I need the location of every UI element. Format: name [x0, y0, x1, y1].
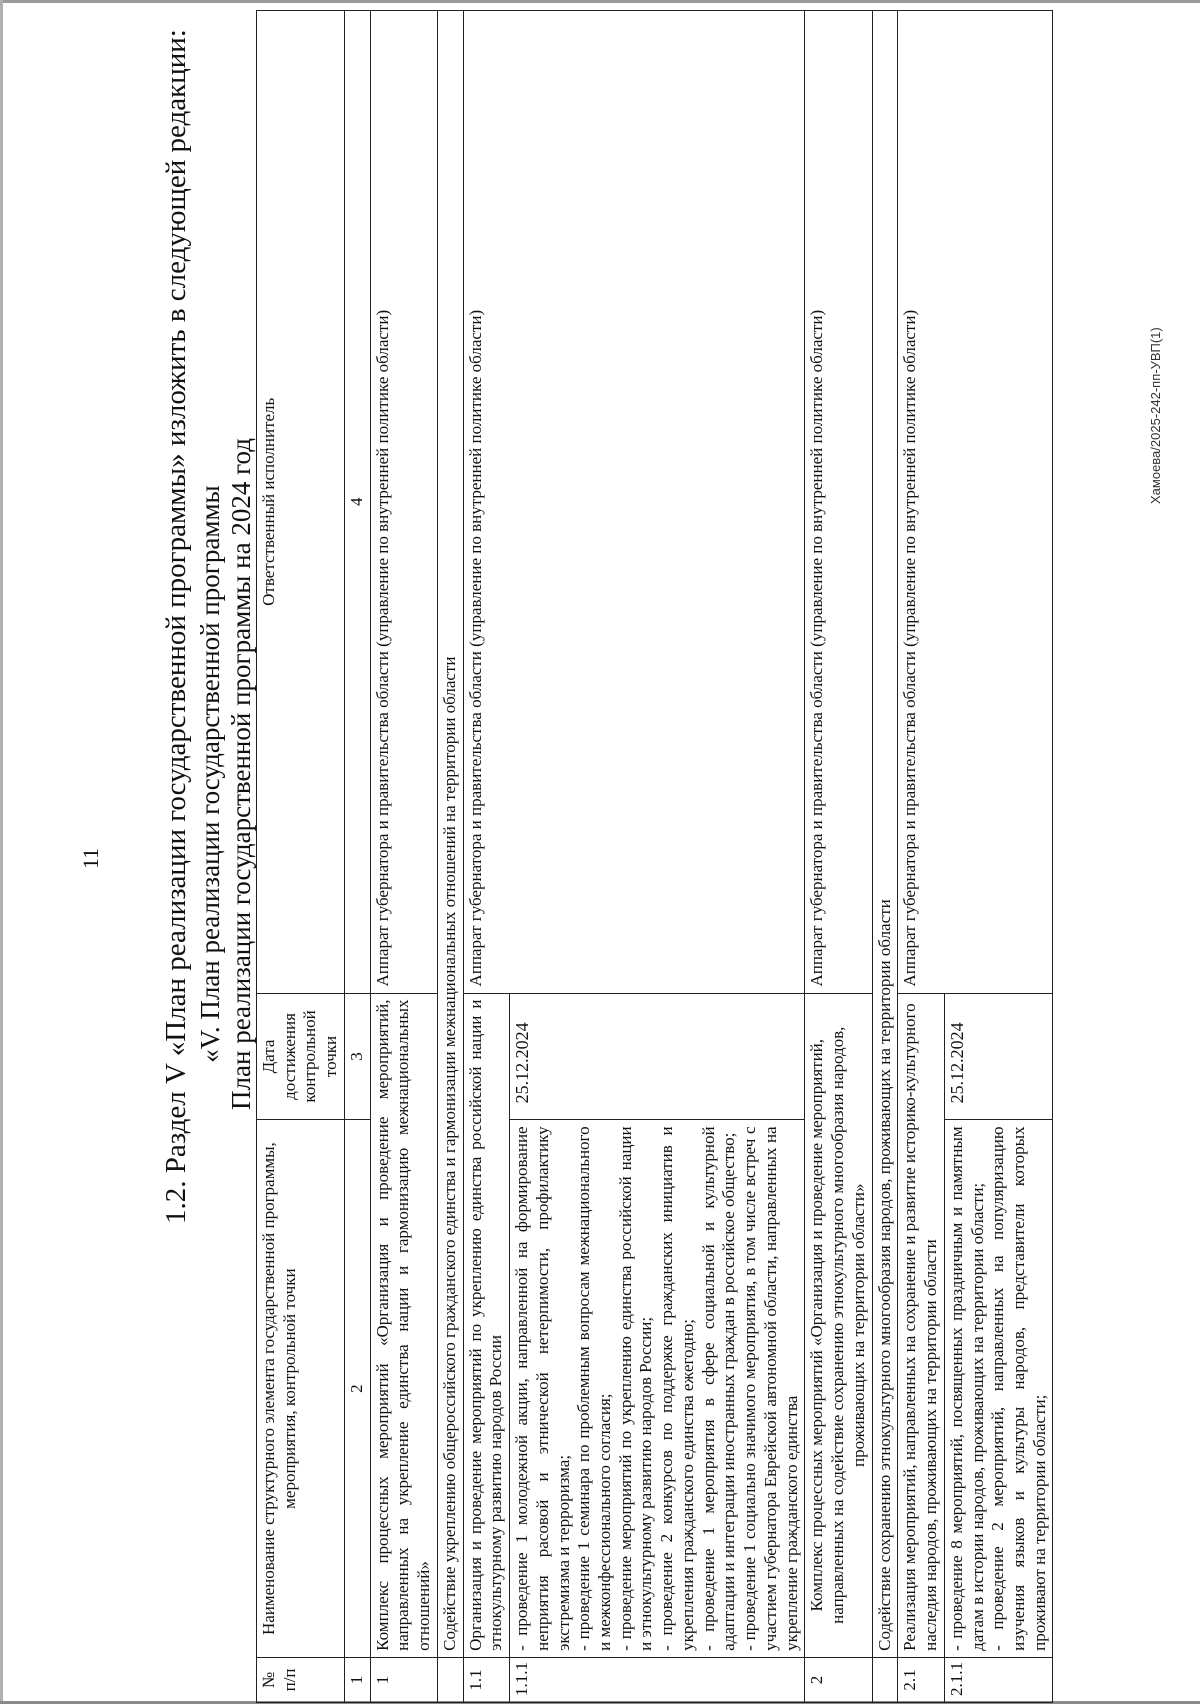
row-responsible: Аппарат губернатора и правительства области (управление по внутренней политике области)	[463, 11, 805, 994]
header-date: Дата достижения контрольной точки	[257, 993, 345, 1120]
col-number-4: 4	[344, 11, 370, 994]
list-item: - проведение 2 мероприятий, направленных на популяризацию изучения языков и культуры народов, представители которых проживают на территории области;	[988, 1126, 1049, 1651]
amendment-heading: 1.2. Раздел V «План реализации государственной программы» изложить в следующей редакции:	[160, 29, 192, 1224]
col-number-2: 2	[344, 1120, 370, 1657]
row-name: Организация и проведение мероприятий по укреплению единства российской нации и этнокультурному развитию народов России	[463, 993, 509, 1657]
plan-table	[256, 10, 1053, 1703]
list-item: - проведение 1 социально значимого мероприятия, в том числе встреч с участием губернатора Еврейской автономной области, направленных на укрепление гражданского единства	[740, 1126, 801, 1651]
row-num-empty	[872, 1657, 898, 1702]
table-row	[463, 11, 509, 1703]
header-num: № п/п	[257, 1657, 345, 1702]
col-number-3: 3	[344, 993, 370, 1120]
row-num: 2.1.1	[944, 1657, 1053, 1702]
list-item: - проведение 1 семинара по проблемным вопросам межнационального и межконфессионального согласия;	[574, 1126, 615, 1651]
row-responsible: Аппарат губернатора и правительства области (управление по внутренней политике области)	[805, 11, 872, 994]
plan-title: План реализации государственной программы на 2024 год	[226, 438, 256, 1110]
column-number-row	[344, 11, 370, 1703]
table-row	[872, 11, 898, 1703]
document-code: Хамоева/2025-242-пп-УВП(1)	[1148, 327, 1163, 504]
section-title: «V. План реализации государственной программы	[195, 485, 225, 1063]
task-row: Содействие сохранению этнокультурного многообразия народов, проживающих на территории области	[872, 11, 898, 1658]
row-num: 1.1.1	[510, 1657, 805, 1702]
row-num: 1.1	[463, 1657, 509, 1702]
row-date: 25.12.2024	[944, 993, 1053, 1120]
table-header-row	[257, 11, 345, 1703]
col-number-1: 1	[344, 1657, 370, 1702]
table-row	[898, 11, 944, 1703]
row-items	[510, 1120, 805, 1657]
page-number: 11	[78, 847, 103, 869]
header-responsible: Ответственный исполнитель	[257, 11, 345, 994]
row-date: 25.12.2024	[510, 993, 805, 1120]
row-responsible: Аппарат губернатора и правительства области (управление по внутренней политике области)	[898, 11, 1053, 994]
row-name: Реализация мероприятий, направленных на сохранение и развитие историко-культурного наследия народов, проживающих на территории области	[898, 993, 944, 1657]
table-row	[805, 11, 872, 1703]
row-num: 2.1	[898, 1657, 944, 1702]
row-items	[944, 1120, 1053, 1657]
list-item: - проведение 1 мероприятия в сфере социальной и культурной адаптации и интеграции иностранных граждан в российское общество;	[698, 1126, 739, 1651]
list-item: - проведение 1 молодежной акции, направленной на формирование неприятия расовой и этнической нетерпимости, профилактику экстремизма и терроризма;	[512, 1126, 573, 1651]
row-num-empty	[437, 1657, 463, 1702]
row-name: Комплекс процессных мероприятий «Организация и проведение мероприятий, направленных на укрепление единства нации и гармонизацию межнациональных отношений»	[370, 993, 437, 1657]
table-row	[437, 11, 463, 1703]
list-item: - проведение мероприятий по укреплению единства российской нации и этнокультурному развитию народов России;	[615, 1126, 656, 1651]
row-responsible: Аппарат губернатора и правительства области (управление по внутренней политике области)	[370, 11, 437, 994]
row-num: 2	[805, 1657, 872, 1702]
table-row	[370, 11, 437, 1703]
list-item: - проведение 8 мероприятий, посвященных праздничным и памятным датам в истории народов, проживающих на территории области;	[946, 1126, 987, 1651]
task-row: Содействие укреплению общероссийского гражданского единства и гармонизации межнациональных отношений на территории области	[437, 11, 463, 1658]
row-num: 1	[370, 1657, 437, 1702]
row-name: Комплекс процессных мероприятий «Организация и проведение мероприятий, направленных на содействие сохранению этнокультурного многообразия народов, проживающих на территории области»	[805, 993, 872, 1657]
list-item: - проведение 2 конкурсов по поддержке гражданских инициатив и укрепления гражданского единства ежегодно;	[657, 1126, 697, 1651]
header-name: Наименование структурного элемента государственной программы, мероприятия, контрольной точки	[257, 1120, 345, 1657]
